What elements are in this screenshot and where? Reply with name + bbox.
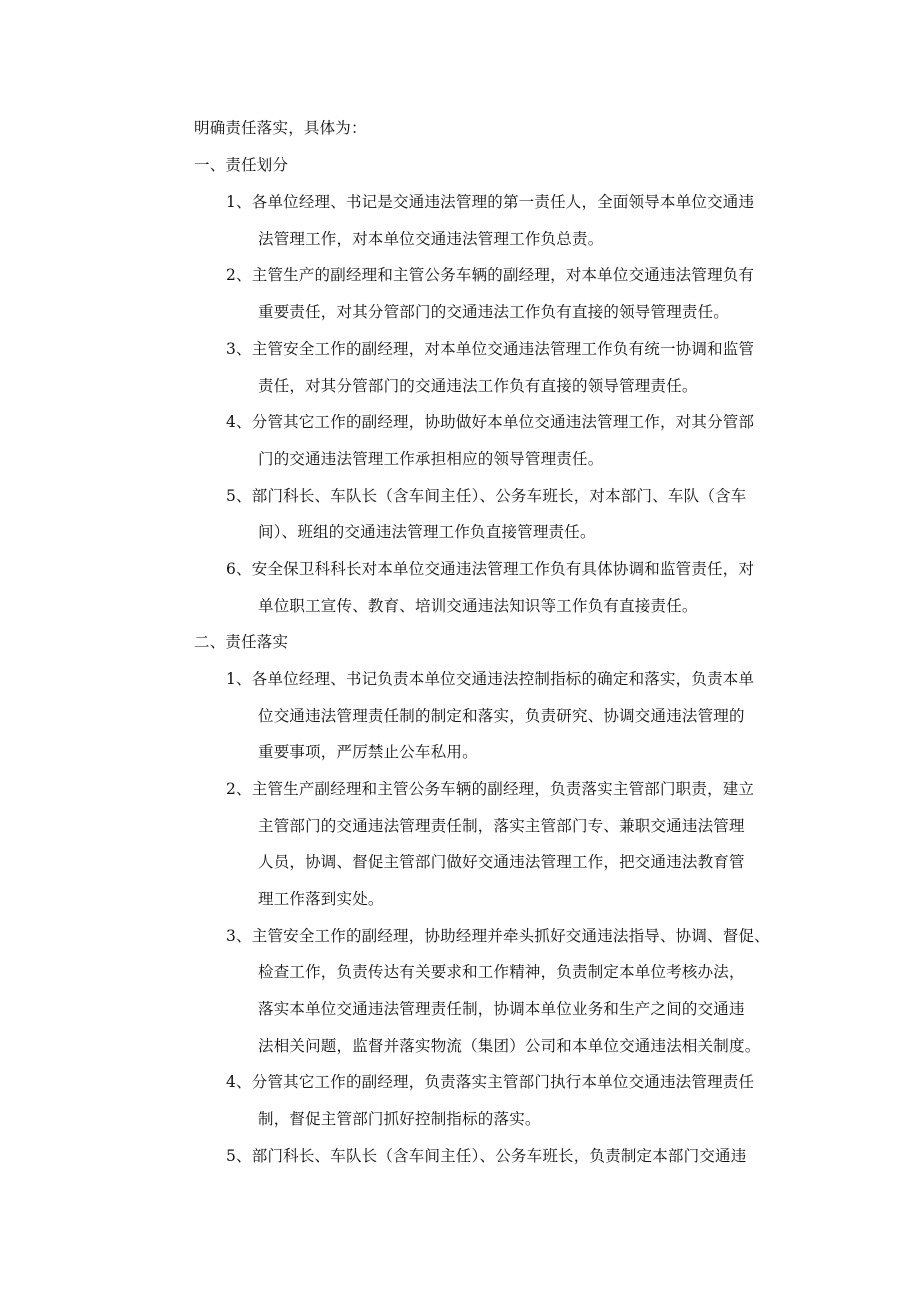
paragraph-line: 人员，协调、督促主管部门做好交通违法管理工作，把交通违法教育管 <box>258 853 745 871</box>
paragraph-line: 主管部门的交通违法管理责任制，落实主管部门专、兼职交通违法管理 <box>258 817 745 835</box>
paragraph-line: 责任，对其分管部门的交通违法工作负有直接的领导管理责任。 <box>258 377 698 395</box>
paragraph-line: 4、分管其它工作的副经理，负责落实主管部门执行本单位交通违法管理责任 <box>226 1073 755 1091</box>
paragraph-line: 5、部门科长、车队长（含车间主任）、公务车班长，对本部门、车队（含车 <box>226 487 747 505</box>
paragraph-line: 法相关问题，监督并落实物流（集团）公司和本单位交通违法相关制度。 <box>258 1037 761 1055</box>
paragraph-line: 1、各单位经理、书记是交通违法管理的第一责任人，全面领导本单位交通违 <box>226 193 755 211</box>
paragraph-line: 法管理工作，对本单位交通违法管理工作负总责。 <box>258 230 604 248</box>
paragraph-line: 2、主管生产的副经理和主管公务车辆的副经理，对本单位交通违法管理负有 <box>226 266 755 284</box>
paragraph-line: 门的交通违法管理工作承担相应的领导管理责任。 <box>258 450 604 468</box>
paragraph-line: 理工作落到实处。 <box>258 890 384 908</box>
section-heading: 二、责任落实 <box>194 633 289 651</box>
paragraph-line: 间）、班组的交通违法管理工作负直接管理责任。 <box>258 523 596 541</box>
paragraph-line: 落实本单位交通违法管理责任制，协调本单位业务和生产之间的交通违 <box>258 1000 745 1018</box>
paragraph-line: 6、安全保卫科科长对本单位交通违法管理工作负有具体协调和监管责任，对 <box>226 560 755 578</box>
paragraph-line: 单位职工宣传、教育、培训交通违法知识等工作负有直接责任。 <box>258 597 698 615</box>
paragraph-line: 3、主管安全工作的副经理，对本单位交通违法管理工作负有统一协调和监管 <box>226 340 755 358</box>
paragraph-line: 4、分管其它工作的副经理，协助做好本单位交通违法管理工作，对其分管部 <box>226 413 755 431</box>
paragraph-line: 重要事项，严厉禁止公车私用。 <box>258 743 478 761</box>
paragraph-line: 5、部门科长、车队长（含车间主任）、公务车班长，负责制定本部门交通违 <box>226 1147 747 1165</box>
paragraph-line: 重要责任，对其分管部门的交通违法工作负有直接的领导管理责任。 <box>258 303 730 321</box>
paragraph-line: 检查工作，负责传达有关要求和工作精神，负责制定本单位考核办法， <box>258 963 745 981</box>
paragraph-line: 2、主管生产副经理和主管公务车辆的副经理，负责落实主管部门职责，建立 <box>226 780 755 798</box>
paragraph-line: 1、各单位经理、书记负责本单位交通违法控制指标的确定和落实，负责本单 <box>226 670 755 688</box>
paragraph-line: 位交通违法管理责任制的制定和落实，负责研究、协调交通违法管理的 <box>258 707 745 725</box>
section-heading: 一、责任划分 <box>194 156 289 174</box>
intro-line: 明确责任落实，具体为： <box>194 119 367 137</box>
paragraph-line: 制，督促主管部门抓好控制指标的落实。 <box>258 1110 541 1128</box>
paragraph-line: 3、主管安全工作的副经理，协助经理并牵头抓好交通违法指导、协调、督促、 <box>226 927 770 945</box>
